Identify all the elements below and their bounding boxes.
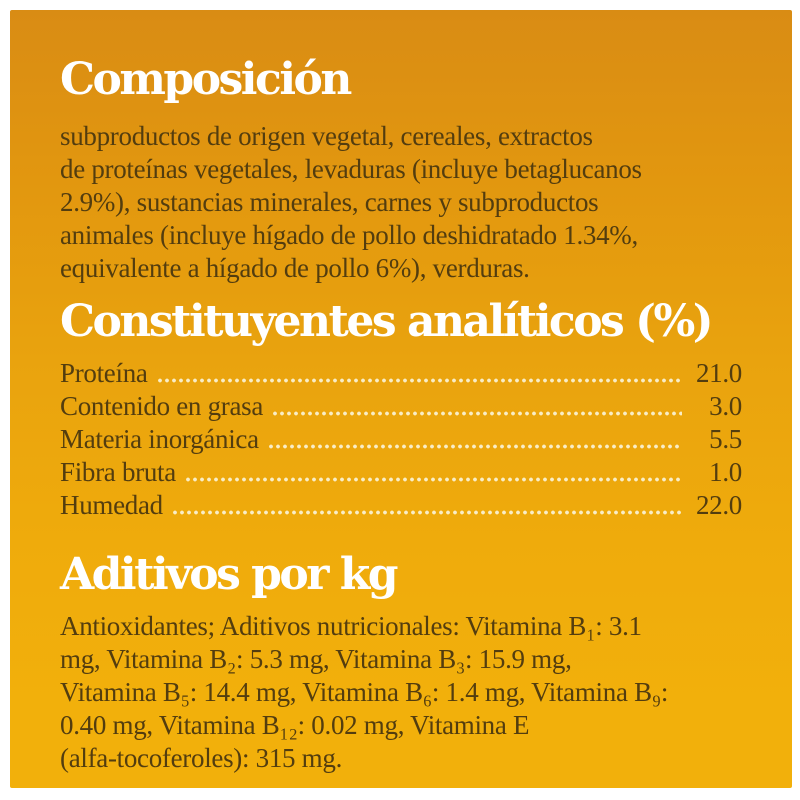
composition-paragraph bbox=[60, 120, 742, 285]
row-value: 3.0 bbox=[709, 391, 742, 421]
row-value: 1.0 bbox=[709, 457, 742, 487]
composition-line: equivalente a hígado de pollo 6%), verduras. bbox=[60, 253, 530, 283]
analytical-constituents-table bbox=[60, 357, 742, 522]
additives-paragraph bbox=[60, 610, 742, 775]
dotted-leader bbox=[158, 378, 682, 383]
composition-line: animales (incluye hígado de pollo deshidratado 1.34%, bbox=[60, 220, 638, 250]
additives-line: mg, Vitamina B₂: 5.3 mg, Vitamina B₃: 15.9 mg, bbox=[60, 644, 572, 674]
label-panel bbox=[10, 10, 792, 788]
row-label: Humedad bbox=[60, 490, 163, 520]
row-label: Proteína bbox=[60, 358, 148, 388]
dotted-leader bbox=[186, 477, 682, 482]
row-value: 22.0 bbox=[695, 490, 742, 520]
additives-line: (alfa-tocoferoles): 315 mg. bbox=[60, 743, 343, 773]
row-label: Fibra bruta bbox=[60, 457, 176, 487]
row-value: 21.0 bbox=[695, 358, 742, 388]
analytical-constituents-section bbox=[60, 296, 742, 522]
table-row bbox=[60, 456, 742, 489]
analytical-constituents-heading: Constituyentes analíticos (%) bbox=[60, 296, 712, 347]
row-label: Materia inorgánica bbox=[60, 424, 259, 454]
composition-heading: Composición bbox=[60, 54, 350, 105]
dotted-leader bbox=[269, 444, 682, 449]
table-row bbox=[60, 423, 742, 456]
additives-heading: Aditivos por kg bbox=[60, 549, 397, 600]
table-row bbox=[60, 357, 742, 390]
additives-section bbox=[60, 549, 742, 775]
dotted-leader bbox=[173, 510, 682, 515]
additives-line: 0.40 mg, Vitamina B₁₂: 0.02 mg, Vitamina E bbox=[60, 710, 530, 740]
additives-line: Vitamina B₅: 14.4 mg, Vitamina B₆: 1.4 mg, Vitamina B₉: bbox=[60, 677, 669, 707]
composition-line: subproductos de origen vegetal, cereales, extractos bbox=[60, 121, 593, 151]
composition-line: de proteínas vegetales, levaduras (incluye betaglucanos bbox=[60, 154, 642, 184]
composition-section bbox=[60, 54, 742, 285]
additives-line: Antioxidantes; Aditivos nutricionales: Vitamina B₁: 3.1 bbox=[60, 611, 642, 641]
table-row bbox=[60, 390, 742, 423]
table-row bbox=[60, 489, 742, 522]
composition-line: 2.9%), sustancias minerales, carnes y subproductos bbox=[60, 187, 599, 217]
dotted-leader bbox=[273, 411, 682, 416]
row-label: Contenido en grasa bbox=[60, 391, 264, 421]
row-value: 5.5 bbox=[709, 424, 742, 454]
